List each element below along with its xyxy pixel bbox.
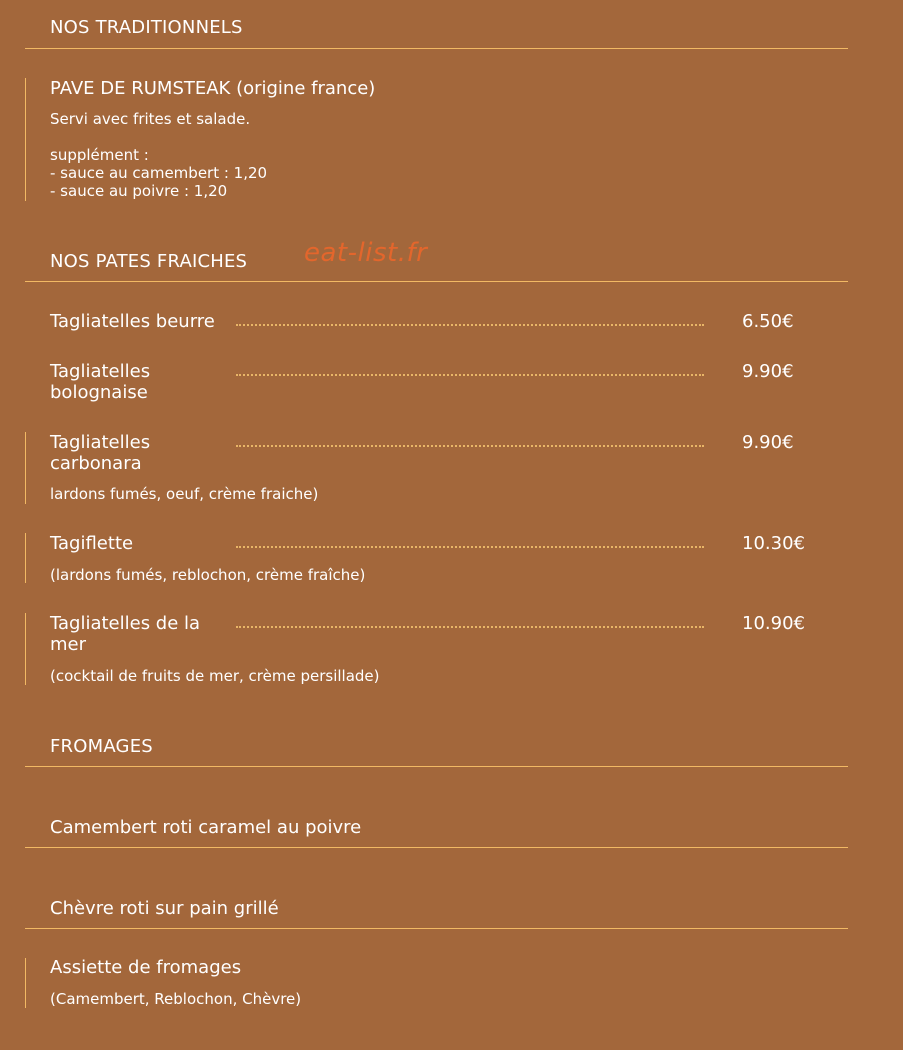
item-name-line: Tagliatelles [50, 361, 151, 382]
item-price: 9.90€ [742, 432, 794, 453]
item-divider [25, 928, 848, 929]
item-desc: (cocktail de fruits de mer, crème persillade) [50, 667, 380, 685]
item-divider [25, 847, 848, 848]
dotted-leader [236, 546, 704, 548]
item-marker [25, 613, 26, 685]
supplement-line: - sauce au poivre : 1,20 [50, 182, 228, 200]
supplement-line: - sauce au camembert : 1,20 [50, 164, 268, 182]
section-title-fromages: FROMAGES [50, 736, 153, 757]
dotted-leader [236, 324, 704, 326]
item-desc-rumsteak: Servi avec frites et salade. [50, 110, 251, 128]
item-name-line: Tagliatelles [50, 432, 151, 453]
dotted-leader [236, 626, 704, 628]
item-price: 6.50€ [742, 311, 794, 332]
section-divider [25, 766, 848, 767]
item-name-tagliatelles-bolognaise [50, 361, 150, 403]
item-price: 9.90€ [742, 361, 794, 382]
item-name-tagliatelles-beurre: Tagliatelles beurre [50, 311, 215, 332]
dotted-leader [236, 445, 704, 447]
item-name-line: Tagliatelles de la [50, 613, 201, 634]
item-marker [25, 533, 26, 583]
item-name-tagiflette: Tagiflette [50, 533, 134, 554]
item-price: 10.90€ [742, 613, 805, 634]
item-desc: (lardons fumés, reblochon, crème fraîche) [50, 566, 366, 584]
item-name-line: carbonara [50, 453, 142, 474]
watermark: eat-list.fr [304, 238, 428, 268]
section-divider [25, 281, 848, 282]
item-marker [25, 432, 26, 504]
item-marker [25, 78, 26, 201]
item-name-tagliatelles-mer [50, 613, 200, 655]
section-divider [25, 48, 848, 49]
item-name-rumsteak: PAVE DE RUMSTEAK (origine france) [50, 78, 376, 99]
item-name-line: bolognaise [50, 382, 148, 403]
item-marker [25, 958, 26, 1008]
section-title-traditionnels: NOS TRADITIONNELS [50, 17, 243, 38]
dotted-leader [236, 374, 704, 376]
item-name-chevre: Chèvre roti sur pain grillé [50, 898, 279, 919]
item-desc: (Camembert, Reblochon, Chèvre) [50, 990, 302, 1008]
item-name-line: mer [50, 634, 87, 655]
item-name-assiette-fromages: Assiette de fromages [50, 957, 242, 978]
item-name-tagliatelles-carbonara [50, 432, 150, 474]
item-desc: lardons fumés, oeuf, crème fraiche) [50, 485, 319, 503]
item-name-camembert: Camembert roti caramel au poivre [50, 817, 362, 838]
supplement-title: supplément : [50, 146, 149, 164]
section-title-pates: NOS PATES FRAICHES [50, 251, 248, 272]
item-price: 10.30€ [742, 533, 805, 554]
